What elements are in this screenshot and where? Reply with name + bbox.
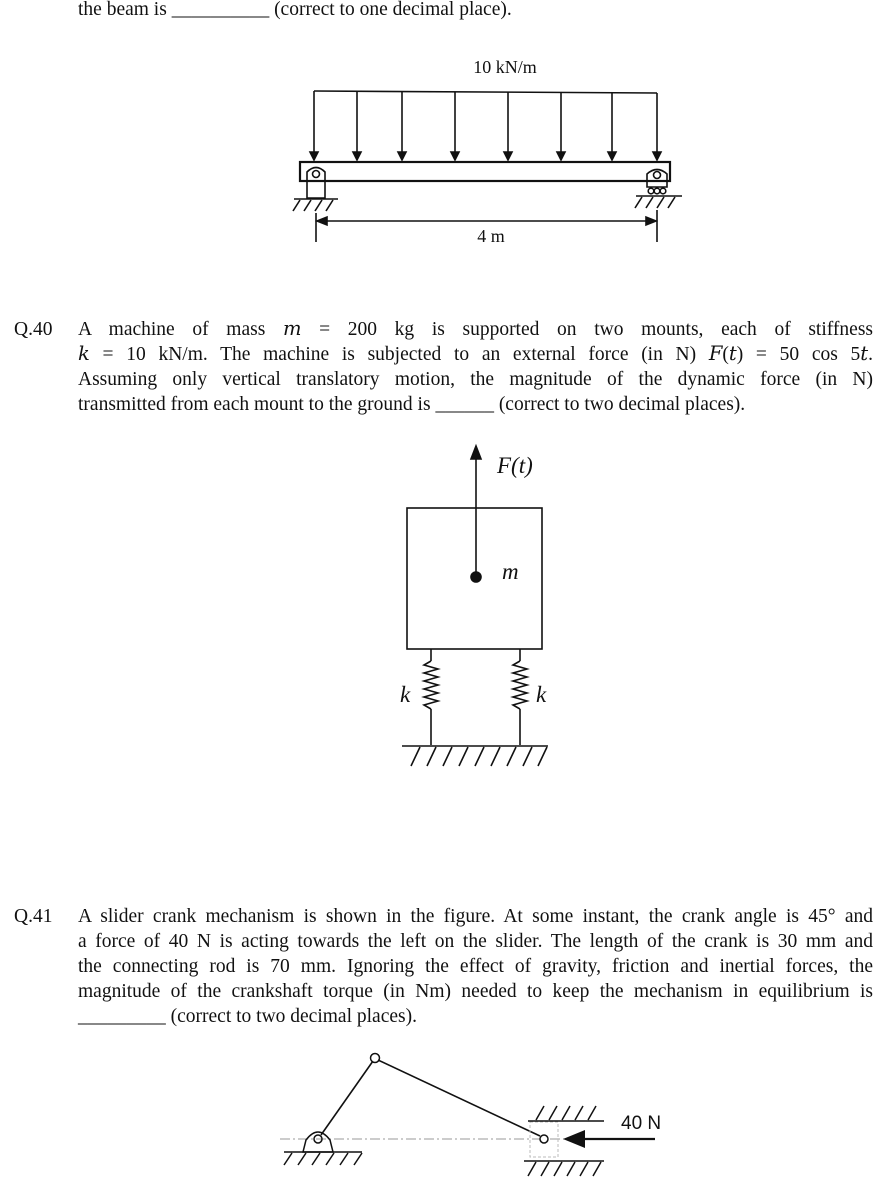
span-label: 4 m [477,226,505,246]
slider-crank-figure [280,1054,661,1177]
q40-number: Q.40 [14,319,53,340]
ground [402,746,548,766]
spring-right-label: k [536,682,547,707]
crank-pin [371,1054,380,1063]
mass-label: m [502,559,519,584]
udl-arrows [310,91,661,160]
slider-force-arrowhead [563,1130,585,1148]
spring-right [513,649,527,745]
q40-line4 [78,392,745,417]
q41-line2: a force of 40 N is acting towards the left on the slider. The length of the crank is 30 mm and [78,931,873,952]
q41-line5 [78,1004,417,1029]
beam [300,162,670,181]
q40-line1: A machine of mass 𝑚 = 200 kg is supported on two mounts, each of stiffness [78,319,873,340]
force-arrowhead [471,446,481,459]
q39-tail-suffix: (correct to one decimal place). [269,0,512,20]
q41-number: Q.41 [14,906,53,927]
q40-line4-suffix: (correct to two decimal places). [493,394,746,415]
q41-line4: magnitude of the crankshaft torque (in Nm) needed to keep the mechanism in equilibrium is [78,981,873,1002]
q41-line1: A slider crank mechanism is shown in the figure. At some instant, the crank angle is 45° and [78,906,873,927]
q40-line3: Assuming only vertical translatory motion, the magnitude of the dynamic force (in N) [78,369,873,390]
roller-support-right [635,170,682,209]
guide-top [528,1106,604,1121]
slider-pin [540,1135,548,1143]
q39-answer-blank[interactable]: __________ [171,0,270,20]
load-label: 10 kN/m [473,57,537,77]
guide-bottom [524,1161,604,1176]
crank [321,1061,373,1135]
q40-line2: 𝑘 = 10 kN/m. The machine is subjected to an external force (in N) 𝐹(𝑡) = 50 cos 5𝑡. [78,344,873,365]
mass-spring-figure [400,446,548,766]
q40-answer-blank[interactable]: ______ [435,394,494,415]
spring-left-label: k [400,682,411,707]
mass-center-dot [471,572,481,582]
q39-tail-prefix: the beam is [78,0,172,20]
spring-left [424,649,438,745]
beam-figure [293,57,682,246]
slider-force-label: 40 N [621,1113,662,1134]
force-label: F(t) [497,453,533,478]
q41-answer-blank[interactable]: _________ [78,1006,166,1027]
crank-pivot-support [284,1132,362,1165]
q41-line3: the connecting rod is 70 mm. Ignoring the effect of gravity, friction and inertial forces, the [78,956,873,977]
connecting-rod [378,1060,540,1136]
q41-line5-suffix: (correct to two decimal places). [165,1006,417,1027]
udl-top-line [314,91,657,93]
q40-line4-prefix: transmitted from each mount to the ground is [78,394,436,415]
